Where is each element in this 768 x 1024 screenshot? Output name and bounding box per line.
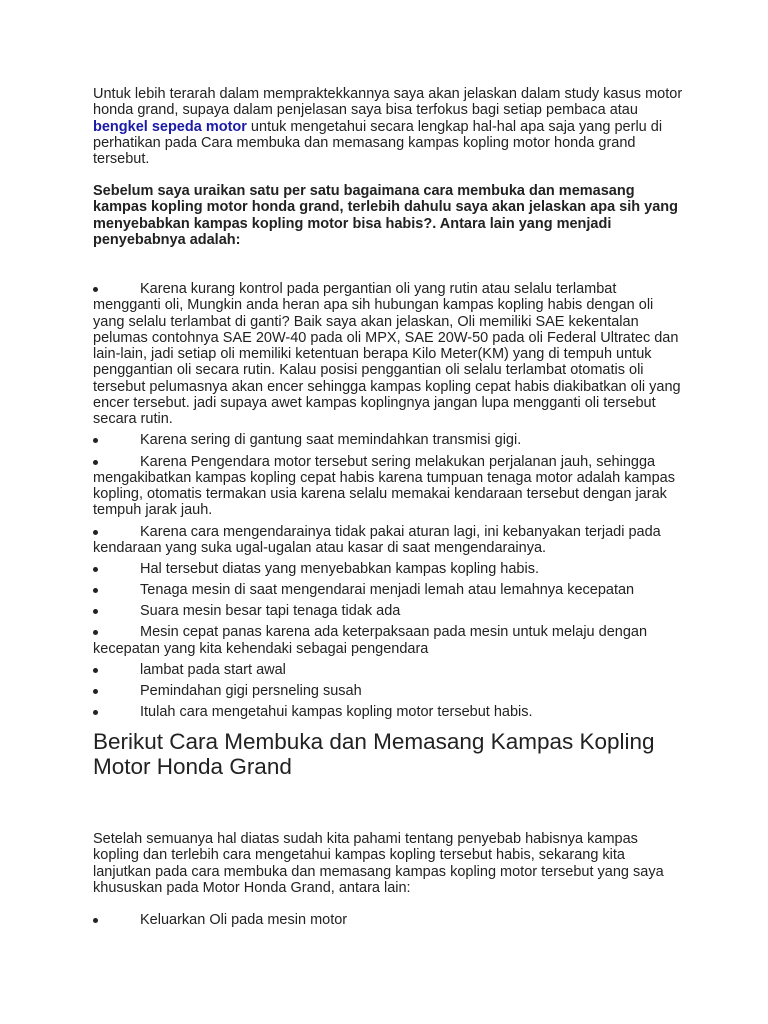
bullet-icon [93,609,98,614]
list-item [93,454,683,519]
list-item-text: Karena kurang kontrol pada pergantian oli yang rutin atau selalu terlambat mengganti oli, Mungkin anda heran apa sih hubungan kampas kopling habis dengan oli yang selalu terlambat di ganti? Baik saya akan jelaskan, Oli memiliki SAE kekentalan pelumas contohnya SAE 20W-40 pada oli MPX, SAE 20W-50 pada oli Federal Ultratec dan lain-lain, jadi setiap oli memiliki ketentuan berapa Kilo Meter(KM) yang di tempuh untuk penggantian oli secara rutin. Kalau posisi penggantian oli selalu terlambat otomatis oli tersebut pelumasnya akan encer sehingga kampas kopling cepat habis diakibatkan oli yang encer tersebut. jadi supaya awet kampas koplingnya jangan lupa mengganti oli tersebut secara rutin. [93,281,681,428]
list-item [93,281,683,428]
list-item [93,603,683,619]
bullet-icon [93,567,98,572]
bullet-icon [93,668,98,673]
intro-paragraph [93,86,683,167]
list-item-text: Pemindahan gigi persneling susah [140,682,362,699]
list-item-text: Karena Pengendara motor tersebut sering melakukan perjalanan jauh, sehingga mengakibatkan kampas kopling cepat habis karena tumpuan tenaga motor adalah kampas kopling, otomatis termakan usia karena selalu memakai kendaraan tersebut dengan jarak tempuh jarak jauh. [93,453,675,519]
list-item-text: Mesin cepat panas karena ada keterpaksaan pada mesin untuk melaju dengan kecepatan yang kita kehendaki sebagai pengendara [93,624,648,657]
list-item-text: lambat pada start awal [140,661,286,678]
list-item [93,624,683,657]
list-item [93,582,683,598]
list-item-text: Itulah cara mengetahui kampas kopling motor tersebut habis. [140,703,533,720]
list-item [93,662,683,678]
list-item-text: Keluarkan Oli pada mesin motor [140,912,348,928]
steps-list [93,912,683,933]
list-item-text: Karena cara mengendarainya tidak pakai aturan lagi, ini kebanyakan terjadi pada kendaraan yang suka ugal-ugalan atau kasar di saat mengendarainya. [93,523,661,556]
list-item [93,683,683,699]
bullet-icon [93,689,98,694]
bullet-icon [93,588,98,593]
section-heading: Berikut Cara Membuka dan Memasang Kampas Kopling Motor Honda Grand [93,729,655,779]
bullet-icon [93,438,98,443]
bullet-icon [93,710,98,715]
list-item-text: Karena sering di gantung saat memindahkan transmisi gigi. [140,432,522,449]
bullet-icon [93,460,98,465]
causes-list [93,281,683,725]
bullet-icon [93,530,98,535]
bullet-icon [93,630,98,635]
list-item-text: Tenaga mesin di saat mengendarai menjadi lemah atau lemahnya kecepatan [140,582,635,599]
bullet-icon [93,918,98,923]
list-item [93,432,683,448]
list-item [93,561,683,577]
bengkel-link[interactable]: bengkel sepeda motor [93,118,247,135]
causes-intro-paragraph: Sebelum saya uraikan satu per satu bagaimana cara membuka dan memasang kampas kopling motor honda grand, terlebih dahulu saya akan jelaskan apa sih yang menyebabkan kampas kopling motor bisa habis?. Antara lain yang menjadi penyebabnya adalah: [93,183,678,248]
bullet-icon [93,287,98,292]
intro-text-end: untuk mengetahui secara lengkap hal-hal apa saja yang perlu di perhatikan pada Cara membuka dan memasang kampas kopling motor honda grand tersebut. [93,118,663,168]
intro-text-start: Untuk lebih terarah dalam mempraktekkannya saya akan jelaskan dalam study kasus motor honda grand, supaya dalam penjelasan saya bisa terfokus bagi setiap pembaca atau [93,86,683,119]
list-item [93,524,683,557]
list-item [93,704,683,720]
list-item-text: Hal tersebut diatas yang menyebabkan kampas kopling habis. [140,560,539,577]
list-item-text: Suara mesin besar tapi tenaga tidak ada [140,603,401,620]
list-item [93,912,683,928]
steps-intro-paragraph: Setelah semuanya hal diatas sudah kita pahami tentang penyebab habisnya kampas kopling dan terlebih cara mengetahui kampas kopling tersebut habis, sekarang kita lanjutkan pada cara membuka dan memasang kampas kopling motor tersebut yang saya khususkan pada Motor Honda Grand, antara lain: [93,831,664,896]
